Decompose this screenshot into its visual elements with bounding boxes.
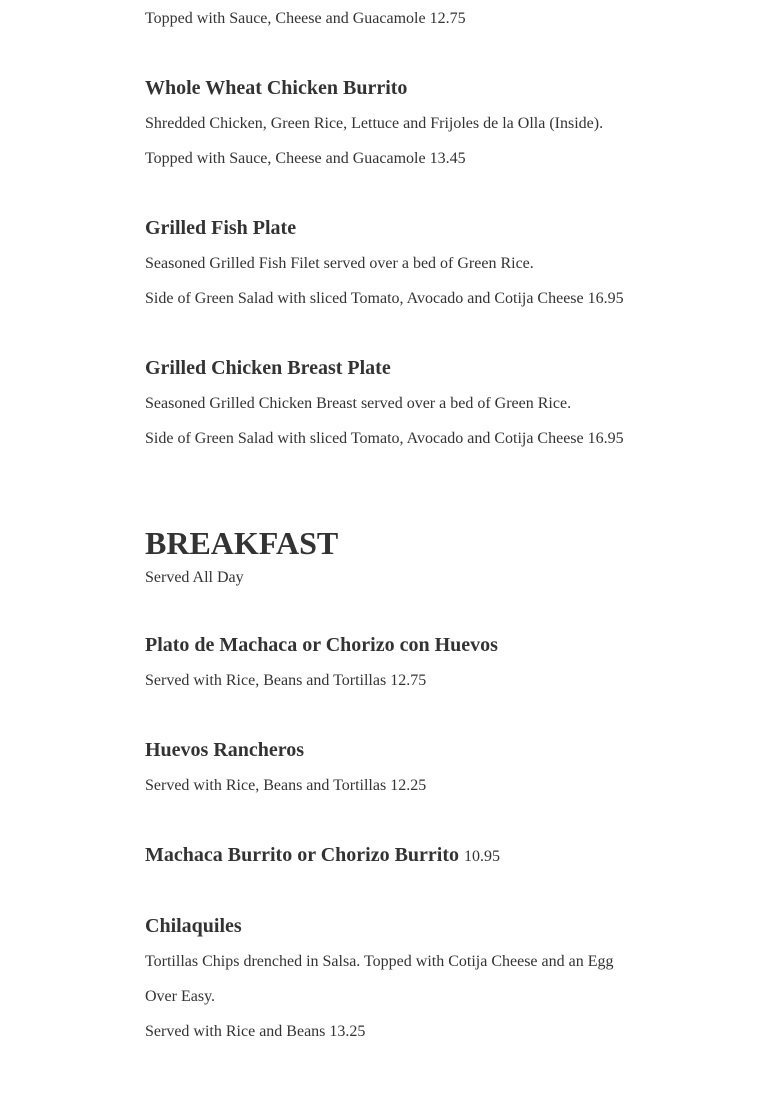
- menu-item-description: Served with Rice, Beans and Tortillas 12.75: [145, 672, 427, 689]
- menu-item-description: Served with Rice, Beans and Tortillas 12.25: [145, 777, 427, 794]
- menu-item-description: Shredded Chicken, Green Rice, Lettuce and Frijoles de la Olla (Inside).: [145, 115, 604, 132]
- menu-content: [145, 0, 745, 1049]
- breakfast-section: [145, 523, 745, 1049]
- menu-item: [145, 838, 745, 874]
- menu-item-description: Tortillas Chips drenched in Salsa. Topped with Cotija Cheese and an Egg: [145, 953, 614, 970]
- menu-item-description: Side of Green Salad with sliced Tomato, Avocado and Cotija Cheese 16.95: [145, 290, 624, 307]
- menu-item-description: Served with Rice and Beans 13.25: [145, 1023, 366, 1040]
- menu-item-price: 10.95: [464, 848, 501, 865]
- menu-item-description: Topped with Sauce, Cheese and Guacamole 12.75: [145, 10, 466, 27]
- section-title: BREAKFAST: [145, 525, 339, 561]
- menu-item-description: Over Easy.: [145, 988, 216, 1005]
- menu-item-title: Chilaquiles: [145, 915, 242, 937]
- menu-item-description: Seasoned Grilled Fish Filet served over a bed of Green Rice.: [145, 255, 534, 272]
- menu-item-title-row: [145, 838, 745, 874]
- menu-item: [145, 909, 745, 1049]
- menu-item-title: Machaca Burrito or Chorizo Burrito: [145, 844, 460, 866]
- menu-item: [145, 628, 745, 698]
- section-subtitle: Served All Day: [145, 569, 244, 586]
- menu-item-title: Grilled Chicken Breast Plate: [145, 357, 391, 379]
- menu-item: [145, 71, 745, 176]
- menu-item: [145, 351, 745, 456]
- menu-item: [145, 733, 745, 803]
- menu-item-description: Topped with Sauce, Cheese and Guacamole 13.45: [145, 150, 466, 167]
- menu-item: [145, 211, 745, 316]
- menu-item-title: Huevos Rancheros: [145, 739, 305, 761]
- menu-item-title: Grilled Fish Plate: [145, 217, 297, 239]
- menu-item-description: Side of Green Salad with sliced Tomato, Avocado and Cotija Cheese 16.95: [145, 430, 624, 447]
- menu-item-description: Seasoned Grilled Chicken Breast served over a bed of Green Rice.: [145, 395, 572, 412]
- menu-item-title: Plato de Machaca or Chorizo con Huevos: [145, 634, 498, 656]
- menu-item-title: Whole Wheat Chicken Burrito: [145, 77, 408, 99]
